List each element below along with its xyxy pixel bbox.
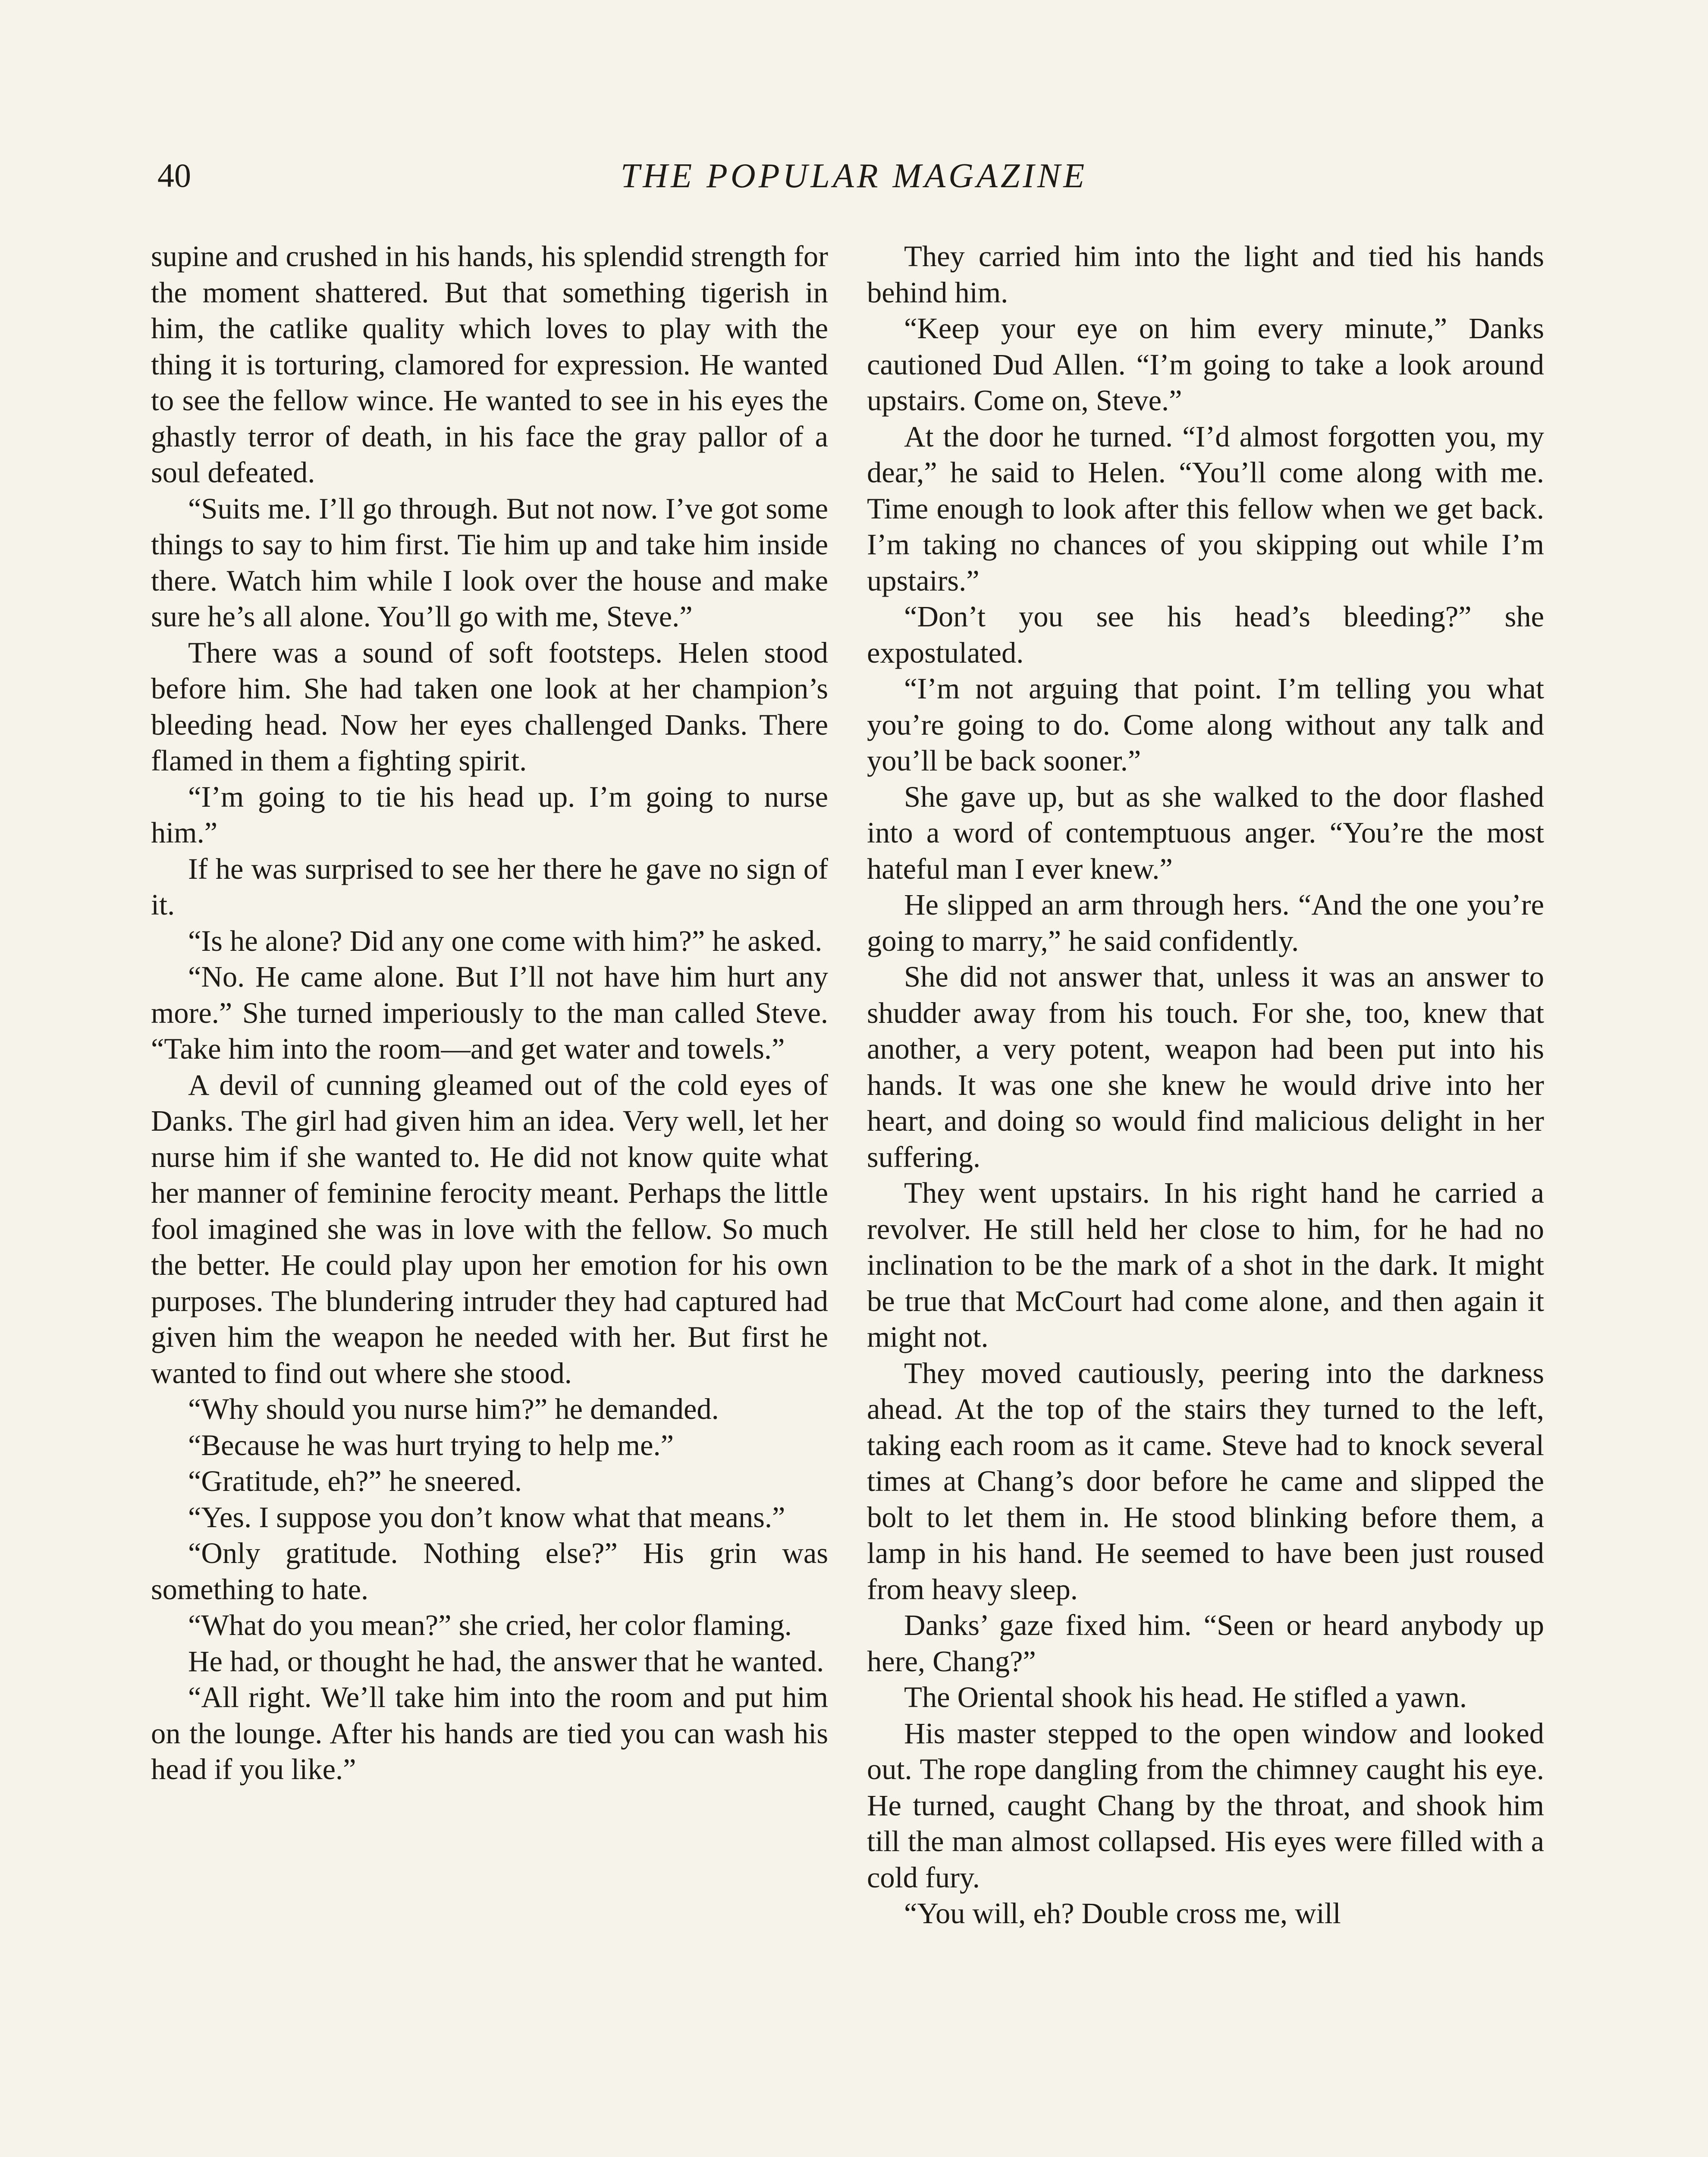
- paragraph: supine and crushed in his hands, his splendid strength for the moment shattered. But that something tigerish in him, the catlike quality which loves to play with the thing it is torturing, clamored for expression. He wanted to see the fellow wince. He wanted to see in his eyes the ghastly terror of death, in his face the gray pallor of a soul defeated.: [151, 240, 828, 489]
- paragraph: “Why should you nurse him?” he demanded.: [188, 1393, 719, 1425]
- paragraph: She gave up, but as she walked to the door flashed into a word of contemptuous anger. “You’re the most hateful man I ever knew.”: [867, 780, 1544, 885]
- paragraph: He slipped an arm through hers. “And the one you’re going to marry,” he said confidently.: [867, 888, 1544, 957]
- paragraph: “You will, eh? Double cross me, will: [904, 1897, 1341, 1930]
- paragraph: He had, or thought he had, the answer that he wanted.: [188, 1644, 824, 1678]
- paragraph: “All right. We’ll take him into the room and put him on the lounge. After his hands are tied you can wash his head if you like.”: [151, 1681, 828, 1786]
- paragraph: “What do you mean?” she cried, her color flaming.: [188, 1609, 792, 1641]
- paragraph: “Don’t you see his head’s bleeding?” she expostulated.: [867, 600, 1544, 669]
- paragraph: “No. He came alone. But I’ll not have him hurt any more.” She turned imperiously to the man called Steve. “Take him into the room—and get water and towels.”: [151, 960, 828, 1065]
- right-column: [867, 239, 1544, 1932]
- paragraph: “I’m going to tie his head up. I’m going to nurse him.”: [151, 780, 828, 849]
- paragraph: “Gratitude, eh?” he sneered.: [188, 1465, 522, 1497]
- page-number: 40: [157, 157, 191, 194]
- paragraph: Danks’ gaze fixed him. “Seen or heard anybody up here, Chang?”: [867, 1609, 1544, 1678]
- paragraph: A devil of cunning gleamed out of the cold eyes of Danks. The girl had given him an idea. Very well, let her nurse him if she wanted to. He did not know quite what her manner of feminine ferocity meant. Perhaps the little fool imagined she was in love with the fellow. So much the better. He could play upon her emotion for his own purposes. The blundering intruder they had captured had given him the weapon he needed with her. But first he wanted to find out where she stood.: [151, 1068, 828, 1390]
- paragraph: “Keep your eye on him every minute,” Danks cautioned Dud Allen. “I’m going to take a look around upstairs. Come on, Steve.”: [867, 312, 1544, 417]
- paragraph: They went upstairs. In his right hand he carried a revolver. He still held her close to him, for he had no inclination to be the mark of a shot in the dark. It might be true that McCourt had come alone, and then again it might not.: [867, 1176, 1544, 1353]
- paragraph: “Because he was hurt trying to help me.”: [188, 1428, 674, 1462]
- paragraph: “I’m not arguing that point. I’m telling you what you’re going to do. Come along without any talk and you’ll be back sooner.”: [867, 672, 1544, 777]
- running-head: THE POPULAR MAGAZINE: [620, 157, 1088, 195]
- left-column: [151, 239, 828, 1788]
- paragraph: If he was surprised to see her there he gave no sign of it.: [151, 852, 828, 921]
- paragraph: The Oriental shook his head. He stifled a yawn.: [904, 1681, 1467, 1714]
- paragraph: At the door he turned. “I’d almost forgotten you, my dear,” he said to Helen. “You’ll come along with me. Time enough to look after this fellow when we get back. I’m taking no chances of you skipping out while I’m upstairs.”: [867, 420, 1544, 597]
- paragraph: “Is he alone? Did any one come with him?” he asked.: [188, 924, 823, 957]
- paragraph: “Yes. I suppose you don’t know what that means.”: [188, 1500, 785, 1534]
- paragraph: She did not answer that, unless it was an answer to shudder away from his touch. For she, too, knew that another, a very potent, weapon had been put into his hands. It was one she knew he would drive into her heart, and doing so would find malicious delight in her suffering.: [867, 960, 1544, 1173]
- paragraph: His master stepped to the open window and looked out. The rope dangling from the chimney caught his eye. He turned, caught Chang by the throat, and shook him till the man almost collapsed. His eyes were filled with a cold fury.: [867, 1717, 1544, 1894]
- paragraph: They moved cautiously, peering into the darkness ahead. At the top of the stairs they turned to the left, taking each room as it came. Steve had to knock several times at Chang’s door before he came and slipped the bolt to let them in. He stood blinking before them, a lamp in his hand. He seemed to have been just roused from heavy sleep.: [867, 1356, 1544, 1606]
- paragraph: “Only gratitude. Nothing else?” His grin was something to hate.: [151, 1537, 828, 1606]
- paragraph: “Suits me. I’ll go through. But not now. I’ve got some things to say to him first. Tie him up and take him inside there. Watch him while I look over the house and make sure he’s all alone. You’ll go with me, Steve.”: [151, 492, 828, 633]
- paragraph: There was a sound of soft footsteps. Helen stood before him. She had taken one look at her champion’s bleeding head. Now her eyes challenged Danks. There flamed in them a fighting spirit.: [151, 636, 828, 777]
- paragraph: They carried him into the light and tied his hands behind him.: [867, 240, 1544, 309]
